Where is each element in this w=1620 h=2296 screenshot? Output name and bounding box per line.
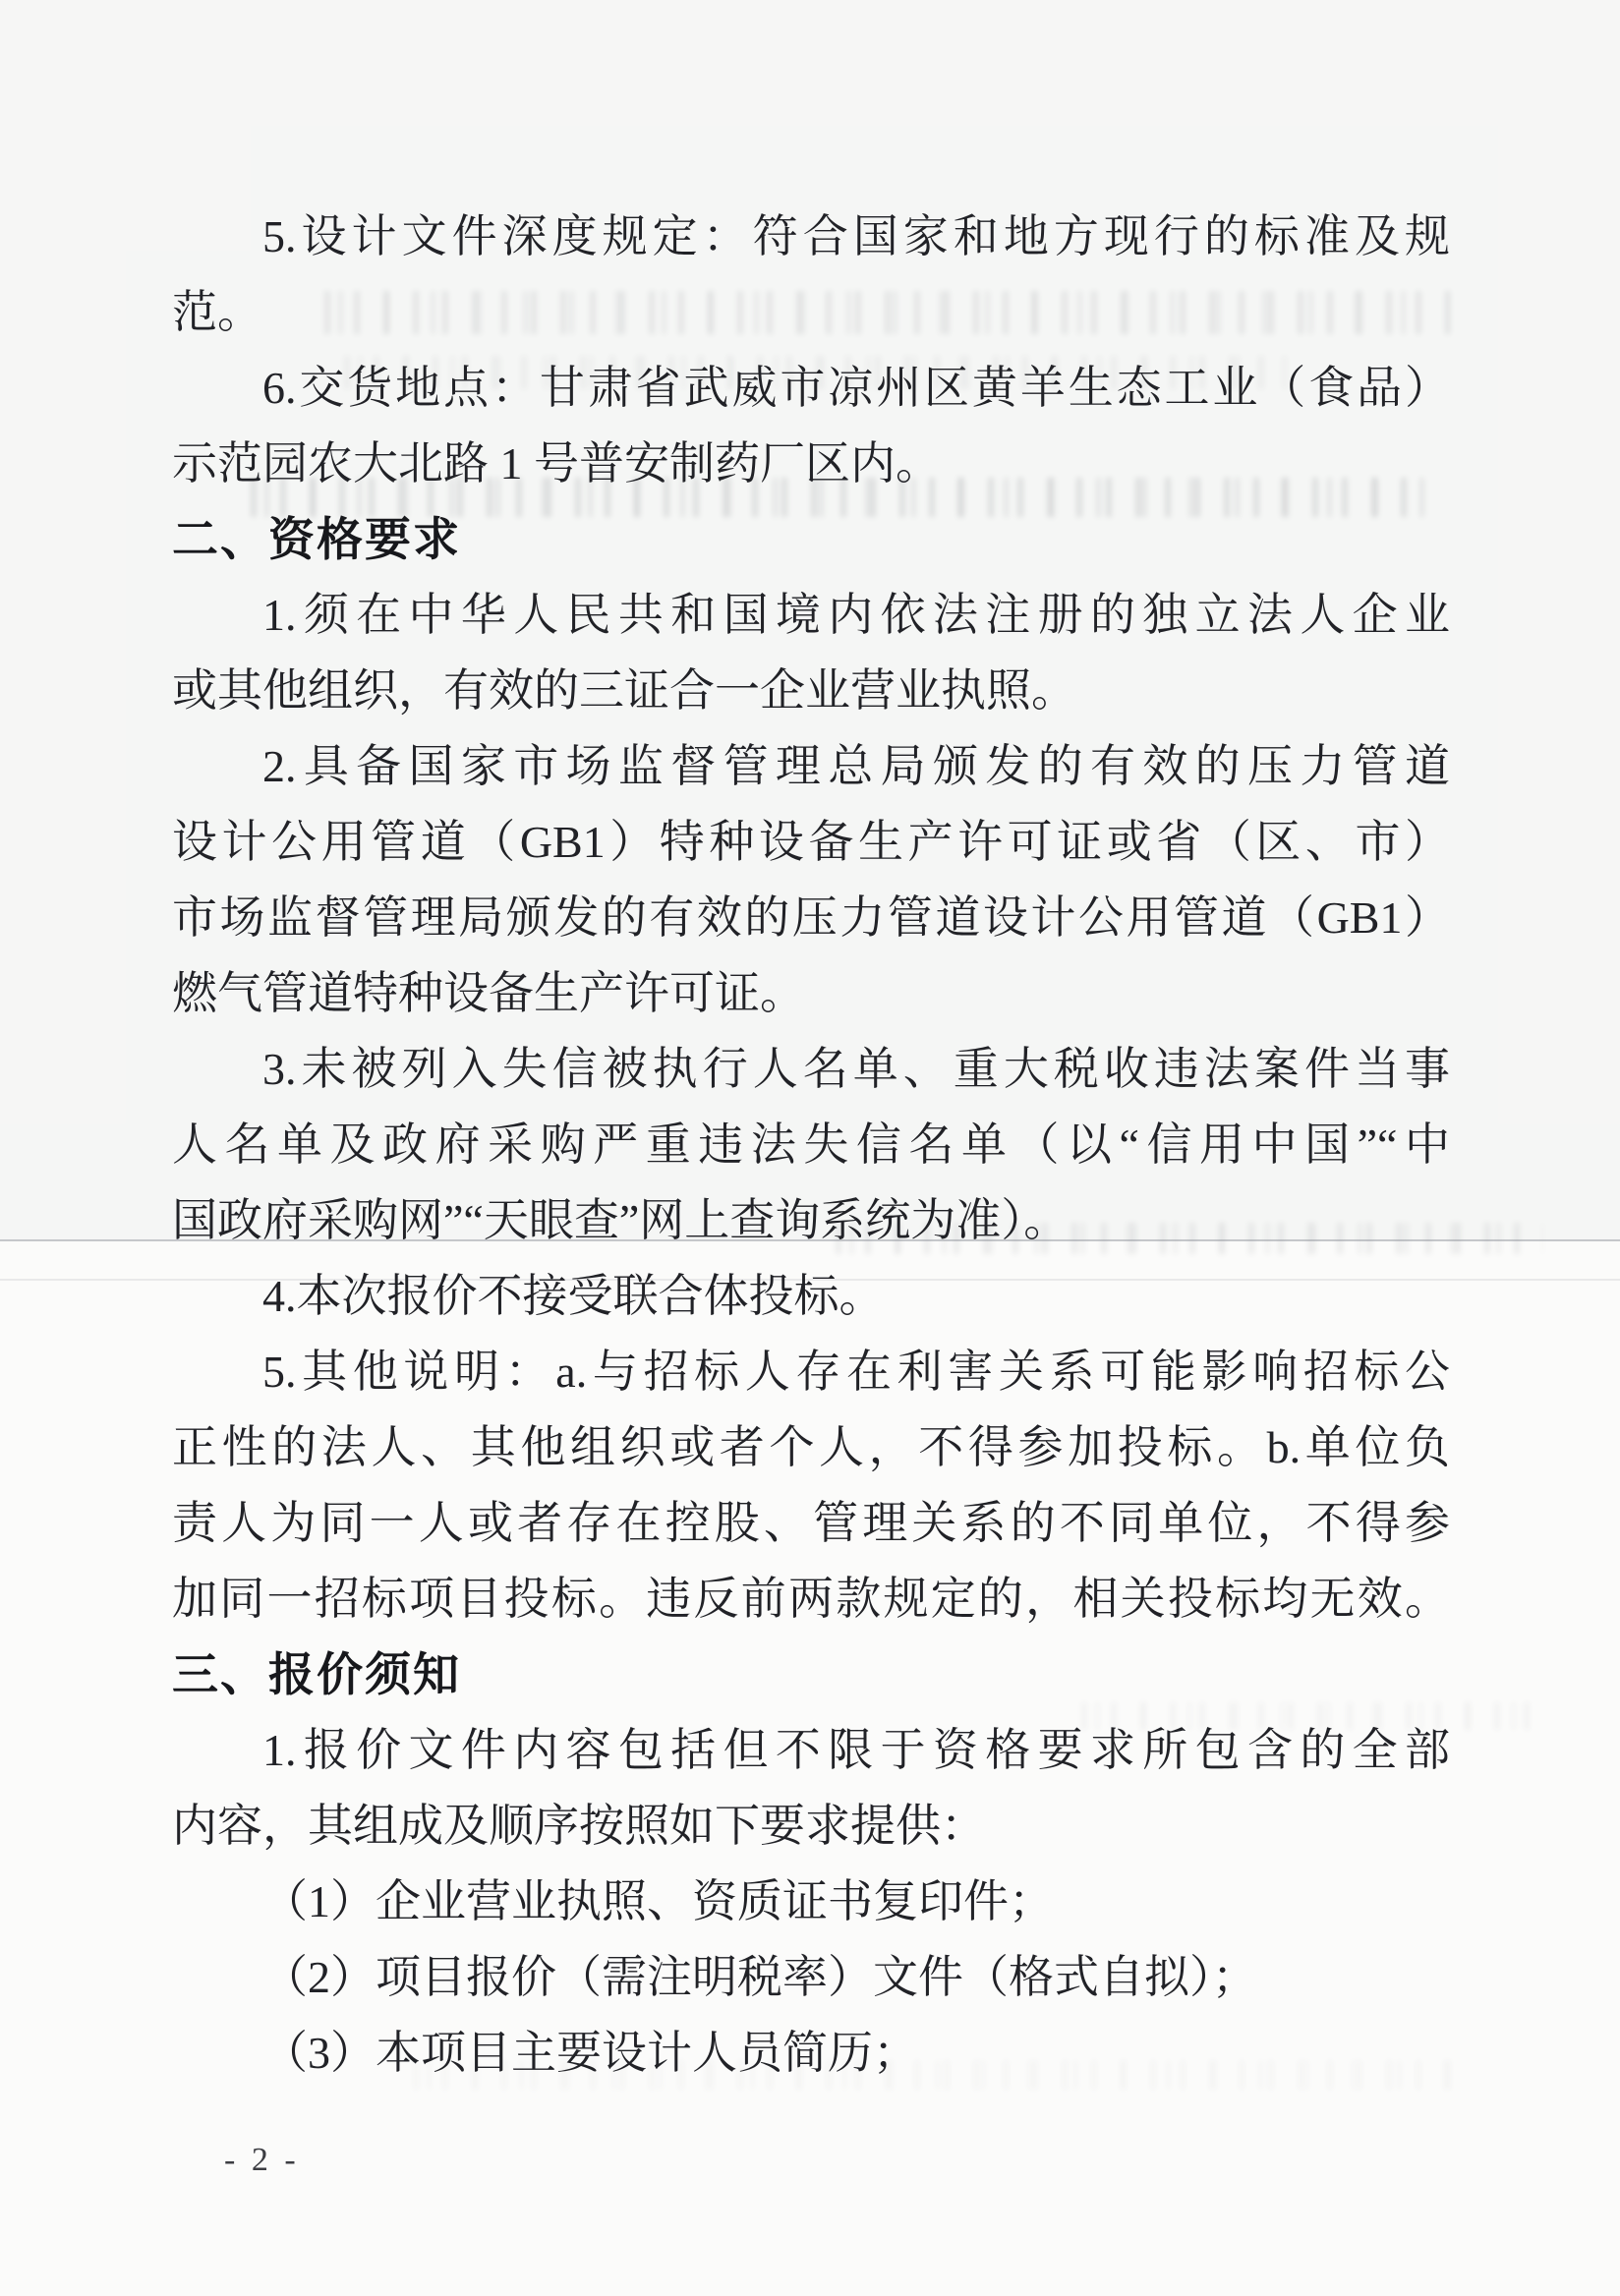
text-line: 3.未被列入失信被执行人名单、重大税收违法案件当事	[262, 1044, 1450, 1094]
text-line: 加同一招标项目投标。违反前两款规定的，相关投标均无效。	[172, 1574, 1450, 1624]
text-line: 示范园农大北路 1 号普安制药厂区内。	[172, 438, 941, 488]
text-line: （3）本项目主要设计人员简历；	[262, 2028, 918, 2078]
text-line: 燃气管道特种设备生产许可证。	[172, 968, 805, 1018]
text-line: 内容，其组成及顺序按照如下要求提供：	[172, 1801, 986, 1851]
section-heading: 三、报价须知	[172, 1648, 461, 1700]
text-line: 国政府采购网”“天眼查”网上查询系统为准）。	[172, 1195, 1070, 1245]
text-line: 2.具备国家市场监督管理总局颁发的有效的压力管道	[262, 741, 1450, 791]
text-line: 或其他组织，有效的三证合一企业营业执照。	[172, 665, 1076, 716]
text-line: 人名单及政府采购严重违法失信名单（以“信用中国”“中	[172, 1119, 1450, 1170]
document-body	[172, 199, 1450, 2091]
text-line: 市场监督管理局颁发的有效的压力管道设计公用管道（GB1）	[172, 892, 1450, 943]
text-line: 1.须在中华人民共和国境内依法注册的独立法人企业	[262, 590, 1450, 640]
text-line: （1）企业营业执照、资质证书复印件；	[262, 1876, 1054, 1926]
page-number: - 2 -	[224, 2142, 300, 2178]
section-heading: 二、资格要求	[172, 513, 461, 565]
text-line: 设计公用管道（GB1）特种设备生产许可证或省（区、市）	[172, 817, 1450, 867]
text-line: 范。	[172, 287, 262, 337]
text-line: 5.设计文件深度规定：符合国家和地方现行的标准及规	[262, 211, 1450, 261]
text-line: 责人为同一人或者存在控股、管理关系的不同单位，不得参	[172, 1498, 1450, 1548]
text-line: （2）项目报价（需注明税率）文件（格式自拟）；	[262, 1952, 1257, 2002]
text-line: 5.其他说明：a.与招标人存在利害关系可能影响招标公	[262, 1347, 1450, 1397]
text-line: 正性的法人、其他组织或者个人，不得参加投标。b.单位负	[172, 1422, 1450, 1472]
text-line: 1.报价文件内容包括但不限于资格要求所包含的全部	[262, 1725, 1450, 1775]
text-line: 6.交货地点：甘肃省武威市凉州区黄羊生态工业（食品）	[262, 363, 1450, 413]
text-line: 4.本次报价不接受联合体投标。	[262, 1271, 885, 1321]
